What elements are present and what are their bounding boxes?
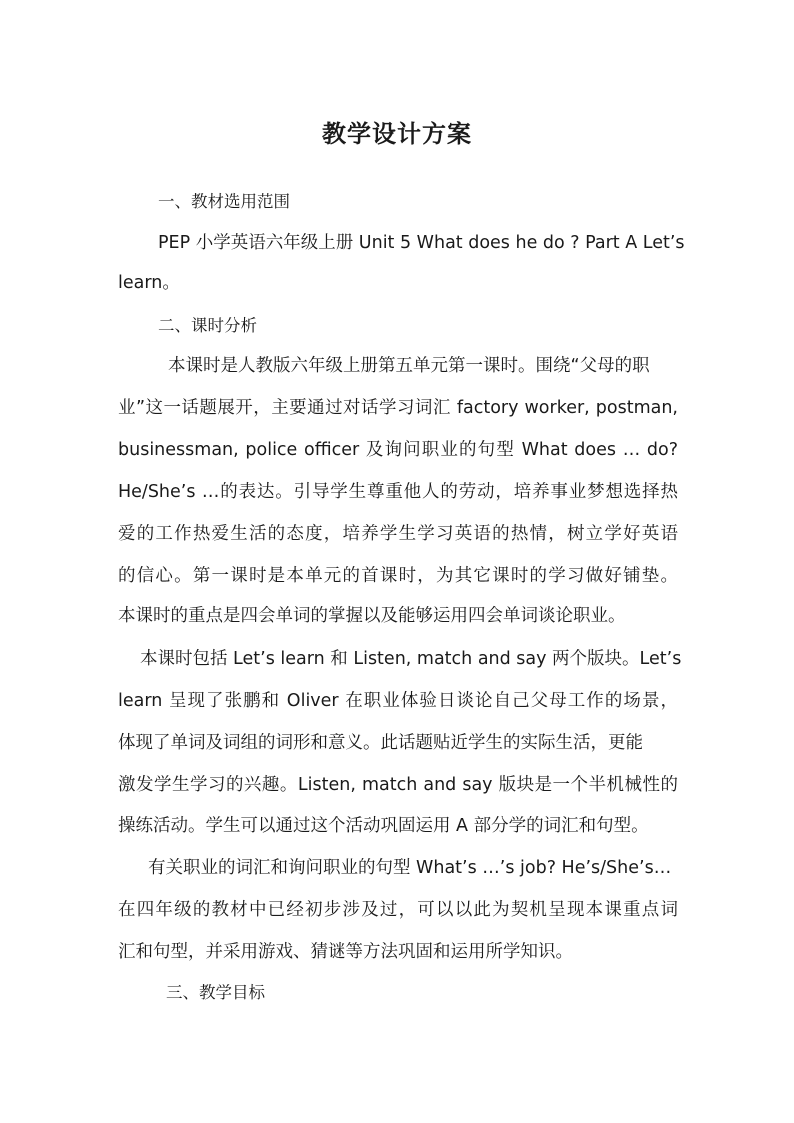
section-heading-analysis: 二、课时分析 [158,316,257,335]
paragraph-line: 激发学生学习的兴趣。Listen, match and say 版块是一个半机械性的 [118,775,678,795]
paragraph-line: 本课时的重点是四会单词的掌握以及能够运用四会单词谈论职业。 [118,606,626,626]
section-heading-objectives: 三、教学目标 [166,983,265,1002]
paragraph-line: 汇和句型，并采用游戏、猜谜等方法巩固和运用所学知识。 [118,942,573,962]
paragraph-line: 本课时是人教版六年级上册第五单元第一课时。围绕“父母的职 [168,356,650,376]
paragraph-line: 有关职业的词汇和询问职业的句型 What’s …’s job? He’s/She’s… [148,858,672,878]
paragraph-line: 本课时包括 Let’s learn 和 Listen, match and say 两个版块。Let’s [140,649,682,669]
paragraph-line: PEP 小学英语六年级上册 Unit 5 What does he do ? Part A Let’s [158,233,685,253]
paragraph-line: learn 呈现了张鹏和 Oliver 在职业体验日谈论自己父母工作的场景， [118,691,678,711]
paragraph-line: 体现了单词及词组的词形和意义。此话题贴近学生的实际生活，更能 [118,733,643,753]
paragraph-line: 操练活动。学生可以通过这个活动巩固运用 A 部分学的词汇和句型。 [118,816,649,836]
paragraph-line: businessman, police officer 及询问职业的句型 What does … do? [118,440,678,460]
paragraph-line: 业”这一话题展开，主要通过对话学习词汇 factory worker, postman, [118,398,678,418]
paragraph-line: 爱的工作热爱生活的态度，培养学生学习英语的热情，树立学好英语 [118,524,678,544]
paragraph-line: 在四年级的教材中已经初步涉及过，可以以此为契机呈现本课重点词 [118,900,678,920]
section-heading-scope: 一、教材选用范围 [158,192,290,211]
paragraph-line: learn。 [118,273,180,293]
document-title: 教学设计方案 [322,119,472,148]
paragraph-line: 的信心。第一课时是本单元的首课时，为其它课时的学习做好铺垫。 [118,566,678,586]
paragraph-line: He/She’s …的表达。引导学生尊重他人的劳动，培养事业梦想选择热 [118,482,678,502]
